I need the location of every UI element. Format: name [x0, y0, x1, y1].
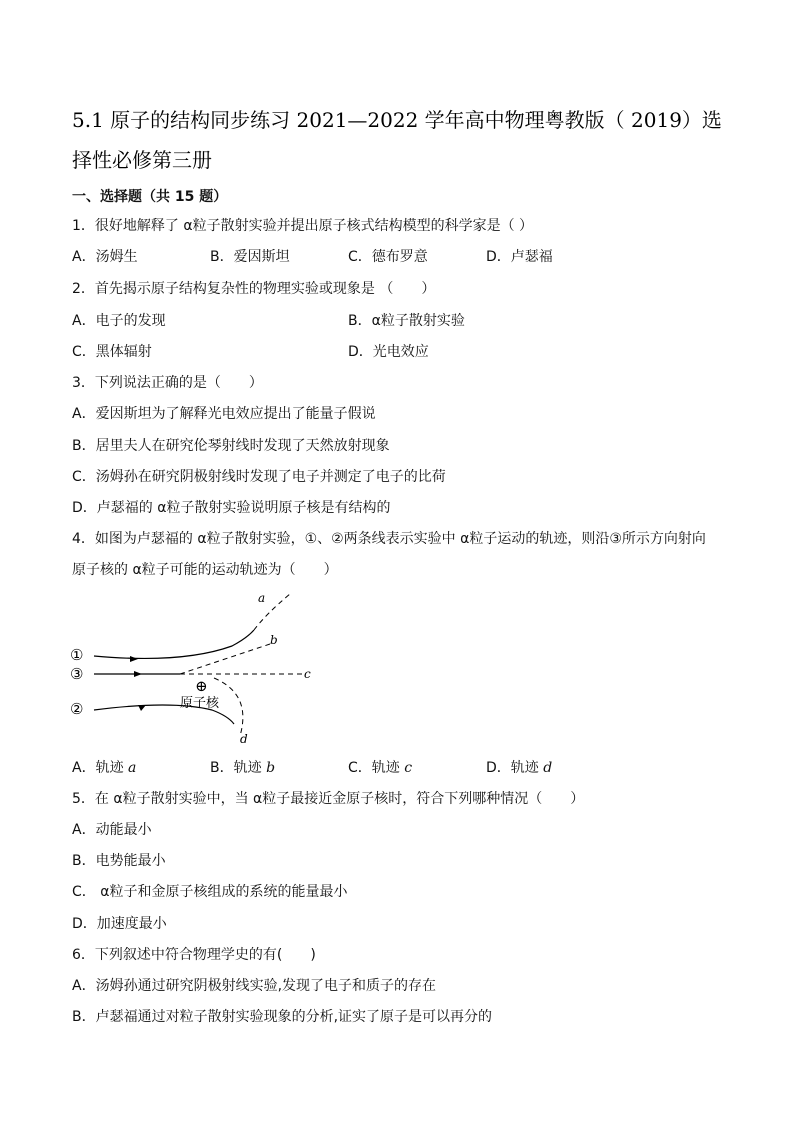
q4-option-d-text: D．轨迹	[486, 760, 544, 776]
nucleus-label: 原子核	[180, 696, 220, 711]
q4-option-d-var: d	[543, 760, 553, 776]
q4-option-b-var: b	[266, 760, 276, 776]
q4-stem-line2: 原子核的 α粒子可能的运动轨迹为（ ）	[72, 562, 338, 578]
label-2: ②	[70, 700, 84, 718]
arrow-2	[138, 705, 146, 711]
q4-option-a-text: A．轨迹	[72, 760, 129, 776]
q2-stem: 2．首先揭示原子结构复杂性的物理实验或现象是 （ ）	[72, 281, 436, 297]
q1-option-d[interactable]: D．卢瑟福	[486, 249, 553, 265]
q3-stem: 3．下列说法正确的是（ ）	[72, 375, 263, 391]
q1-stem: 1．很好地解释了 α粒子散射实验并提出原子核式结构模型的科学家是（ ）	[72, 218, 534, 234]
q5-option-a[interactable]: A．动能最小	[72, 822, 152, 838]
label-1: ①	[70, 646, 84, 664]
q3-option-d[interactable]: D．卢瑟福的 α粒子散射实验说明原子核是有结构的	[72, 500, 391, 516]
q4-option-d[interactable]	[486, 758, 552, 778]
label-a: a	[258, 591, 266, 605]
document-title: 5.1 原子的结构同步练习 2021—2022 学年高中物理粤教版（ 2019）选择性必修第三册	[72, 108, 722, 172]
q4-option-b[interactable]	[210, 758, 275, 778]
arrow-3	[134, 671, 142, 677]
q3-option-c[interactable]: C．汤姆孙在研究阴极射线时发现了电子并测定了电子的比荷	[72, 469, 446, 485]
q4-stem-line1: 4．如图为卢瑟福的 α粒子散射实验，①、②两条线表示实验中 α粒子运动的轨迹，则沿③所示方向射向	[72, 531, 706, 547]
q5-option-c[interactable]: C． α粒子和金原子核组成的系统的能量最小	[72, 884, 348, 900]
q4-option-c-text: C．轨迹	[348, 760, 405, 776]
q5-option-d[interactable]: D．加速度最小	[72, 916, 167, 932]
q6-option-a[interactable]: A．汤姆孙通过研究阴极射线实验,发现了电子和质子的存在	[72, 978, 437, 994]
q3-option-a[interactable]: A．爱因斯坦为了解释光电效应提出了能量子假说	[72, 406, 376, 422]
label-d: d	[240, 732, 248, 746]
q1-option-b[interactable]: B．爱因斯坦	[210, 249, 290, 265]
q1-option-a[interactable]: A．汤姆生	[72, 249, 138, 265]
q2-option-d[interactable]: D．光电效应	[348, 344, 429, 360]
q4-option-c[interactable]	[348, 758, 412, 778]
q1-option-c[interactable]: C．德布罗意	[348, 249, 428, 265]
q6-stem: 6．下列叙述中符合物理学史的有( )	[72, 947, 316, 963]
q2-option-a[interactable]: A．电子的发现	[72, 313, 166, 329]
nucleus-symbol: ⊕	[195, 677, 208, 695]
alpha-scattering-figure	[62, 586, 362, 748]
q4-option-a[interactable]	[72, 758, 136, 778]
q4-option-b-text: B．轨迹	[210, 760, 267, 776]
q2-option-b[interactable]: B．α粒子散射实验	[348, 313, 465, 329]
q5-stem: 5．在 α粒子散射实验中，当 α粒子最接近金原子核时，符合下列哪种情况（ ）	[72, 791, 585, 807]
q4-option-a-var: a	[128, 760, 137, 776]
q3-option-b[interactable]: B．居里夫人在研究伦琴射线时发现了天然放射现象	[72, 438, 390, 454]
label-c: c	[304, 667, 311, 681]
q6-option-b[interactable]: B．卢瑟福通过对粒子散射实验现象的分析,证实了原子是可以再分的	[72, 1009, 493, 1025]
section-heading: 一、选择题（共 15 题）	[72, 189, 228, 205]
q5-option-b[interactable]: B．电势能最小	[72, 853, 166, 869]
arrow-1	[130, 656, 138, 662]
q2-option-c[interactable]: C．黑体辐射	[72, 344, 152, 360]
label-3: ③	[70, 665, 84, 683]
q4-option-c-var: c	[404, 760, 413, 776]
label-b: b	[270, 633, 278, 647]
trajectory-1	[94, 630, 254, 658]
